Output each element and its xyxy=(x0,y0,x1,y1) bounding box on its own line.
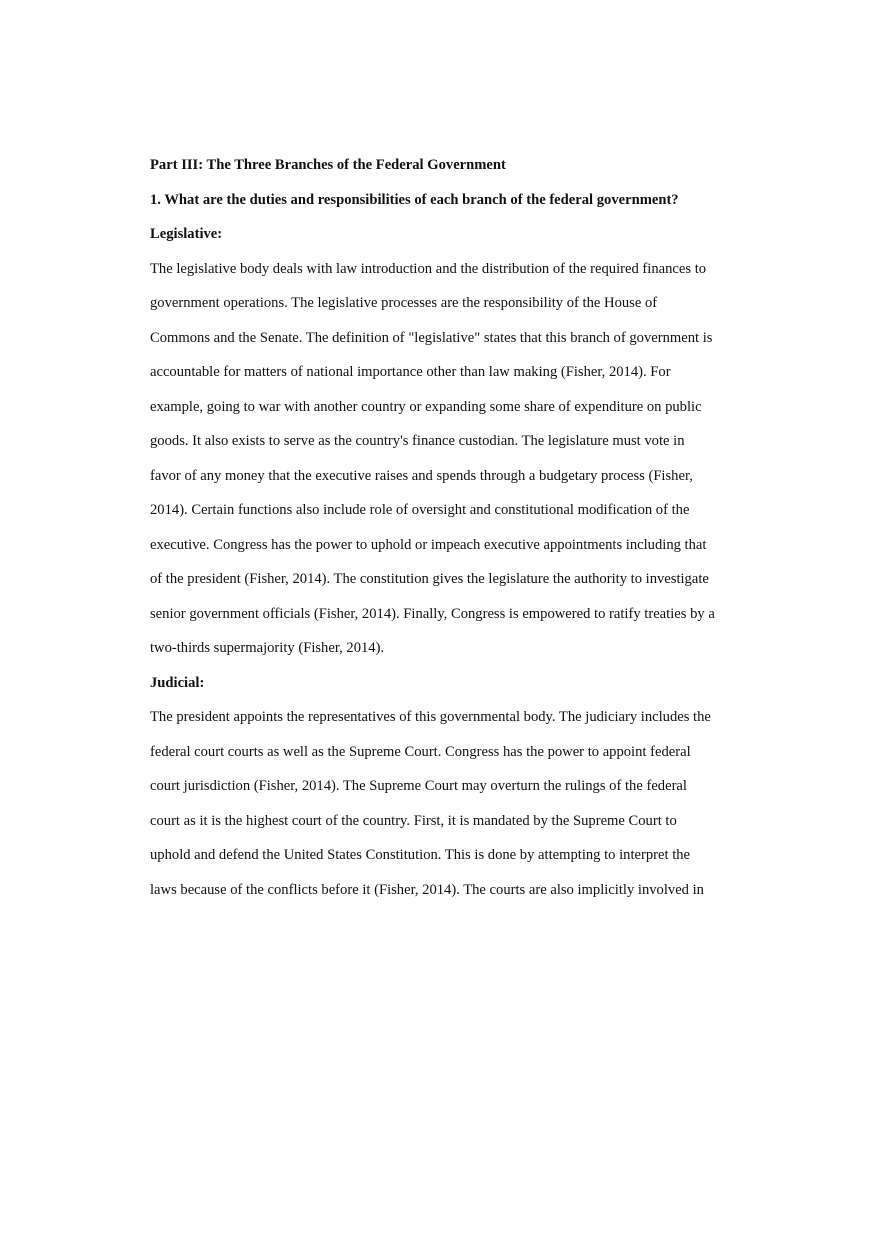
text-line: laws because of the conflicts before it (Fisher, 2014). The courts are also implicitly involved in xyxy=(150,881,704,898)
paragraph-judicial xyxy=(150,705,740,912)
text-line: government operations. The legislative processes are the responsibility of the House of xyxy=(150,295,658,311)
document-body xyxy=(150,153,740,912)
text-line: Commons and the Senate. The definition of "legislative" states that this branch of government is xyxy=(150,329,713,346)
paragraph-legislative xyxy=(150,257,740,671)
text-line: of the president (Fisher, 2014). The constitution gives the legislature the authority to investigate xyxy=(150,571,709,587)
section-heading-judicial: Judicial: xyxy=(150,674,205,691)
text-line: two-thirds supermajority (Fisher, 2014). xyxy=(150,640,385,656)
text-line: court as it is the highest court of the country. First, it is mandated by the Supreme Court to xyxy=(150,812,677,829)
text-line: senior government officials (Fisher, 2014). Finally, Congress is empowered to ratify treaties by a xyxy=(150,605,715,622)
text-line: federal court courts as well as the Supreme Court. Congress has the power to appoint federal xyxy=(150,743,691,760)
text-line: court jurisdiction (Fisher, 2014). The Supreme Court may overturn the rulings of the federal xyxy=(150,778,687,794)
text-line: favor of any money that the executive raises and spends through a budgetary process (Fisher, xyxy=(150,467,693,484)
section-heading-legislative: Legislative: xyxy=(150,226,223,242)
text-line: The legislative body deals with law introduction and the distribution of the required finances to xyxy=(150,260,707,277)
text-line: executive. Congress has the power to uphold or impeach executive appointments including that xyxy=(150,536,707,553)
text-line: goods. It also exists to serve as the country's finance custodian. The legislature must vote in xyxy=(150,433,685,449)
text-line: uphold and defend the United States Constitution. This is done by attempting to interpret the xyxy=(150,847,691,863)
text-line: example, going to war with another country or expanding some share of expenditure on public xyxy=(150,398,702,415)
text-line: 2014). Certain functions also include role of oversight and constitutional modification of the xyxy=(150,502,690,518)
part-title: Part III: The Three Branches of the Federal Government xyxy=(150,157,506,173)
text-line: accountable for matters of national importance other than law making (Fisher, 2014). For xyxy=(150,364,671,380)
text-line: The president appoints the representatives of this governmental body. The judiciary includes the xyxy=(150,709,711,725)
question-heading: 1. What are the duties and responsibilities of each branch of the federal government? xyxy=(150,191,679,208)
